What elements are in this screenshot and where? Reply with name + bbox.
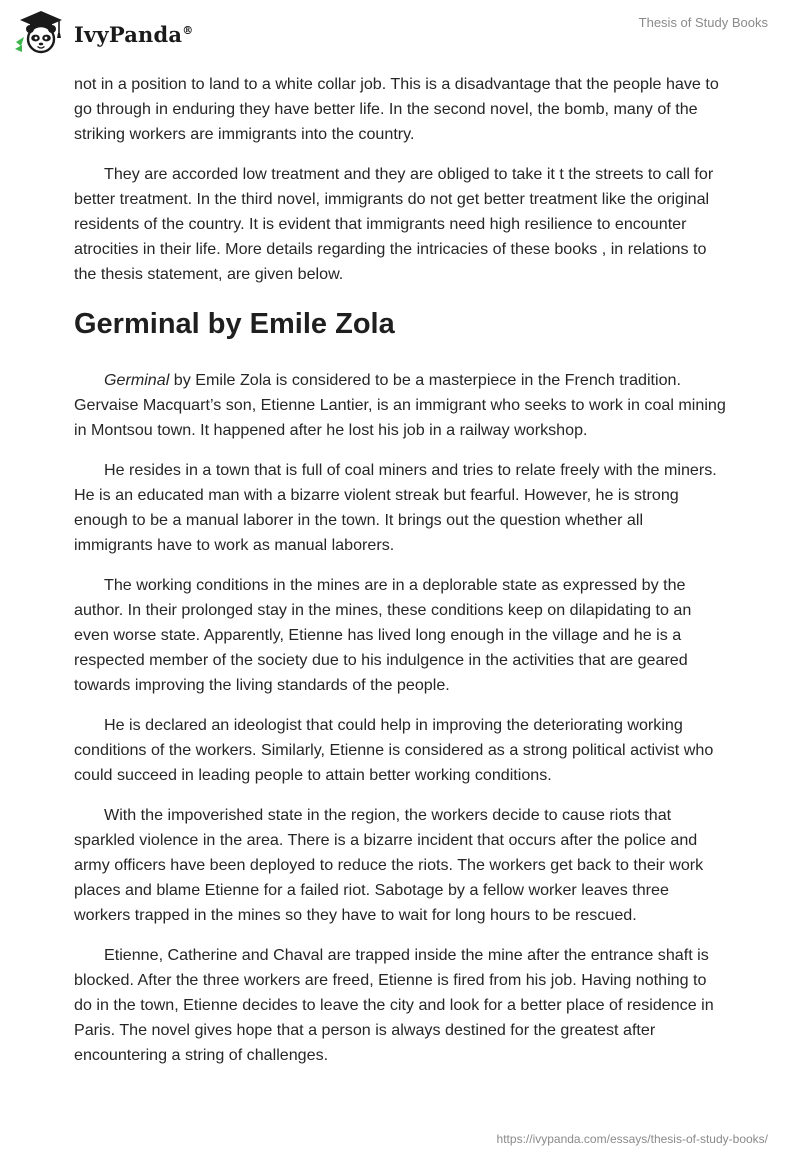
document-title: Thesis of Study Books [638, 15, 768, 30]
paragraph: He is declared an ideologist that could help in improving the deteriorating working conditions of the workers. Similarly, Etienne is considered as a strong political activist who could succeed in leading people to attain better working conditions. [74, 716, 714, 784]
paragraph-text: by Emile Zola is considered to be a masterpiece in the French tradition. Gervaise Macquart’s son, Etienne Lantier, is an immigrant who seeks to work in coal mining in Montsou town. It happened after he lost his job in a railway workshop. [74, 371, 726, 439]
panda-graduate-icon [14, 9, 68, 55]
paragraph: Etienne, Catherine and Chaval are trapped inside the mine after the entrance shaft is blocked. After the three workers are freed, Etienne is fired from his job. Having nothing to do in the town, Etienne decides to leave the city and look for a better place of residence in Paris. The novel gives hope that a person is always destined for the greatest after encountering a string of challenges. [74, 946, 714, 1064]
section-heading: Germinal by Emile Zola [74, 308, 395, 340]
paragraph [74, 368, 726, 443]
paragraph: not in a position to land to a white collar job. This is a disadvantage that the people have to go through in enduring they have better life. In the second novel, the bomb, many of the striking workers are immigrants into the country. [74, 75, 719, 143]
registered-mark: ® [182, 23, 194, 37]
brand-name: IvyPanda® [74, 21, 194, 47]
paragraph: They are accorded low treatment and they are obliged to take it t the streets to call for better treatment. In the third novel, immigrants do not get better treatment like the original residents of the country. It is evident that immigrants need high resilience to encounter atrocities in their life. More details regarding the intricacies of these books , in relations to the thesis statement, are given below. [74, 165, 714, 283]
book-title: Germinal [104, 371, 170, 389]
paragraph: The working conditions in the mines are in a deplorable state as expressed by the author. In their prolonged stay in the mines, these conditions keep on dilapidating to an even worse state. Apparently, Etienne has lived long enough in the village and he is a respected member of the society due to his indulgence in the activities that are geared towards improving the living standards of the people. [74, 576, 692, 694]
paragraph: He resides in a town that is full of coal miners and tries to relate freely with the miners. He is an educated man with a bizarre violent streak but fearful. However, he is strong enough to be a manual laborer in the town. It brings out the question whether all immigrants have to work as manual laborers. [74, 461, 717, 554]
source-url[interactable]: https://ivypanda.com/essays/thesis-of-study-books/ [496, 1132, 768, 1146]
essay-body [74, 72, 726, 1083]
brand-logo[interactable] [14, 9, 193, 55]
page-header [0, 0, 800, 70]
paragraph: With the impoverished state in the region, the workers decide to cause riots that sparkled violence in the area. There is a bizarre incident that occurs after the police and army officers have been deployed to reduce the riots. The workers get back to their work places and blame Etienne for a failed riot. Sabotage by a fellow worker leaves three workers trapped in the mines so they have to wait for long hours to be rescued. [74, 806, 704, 924]
